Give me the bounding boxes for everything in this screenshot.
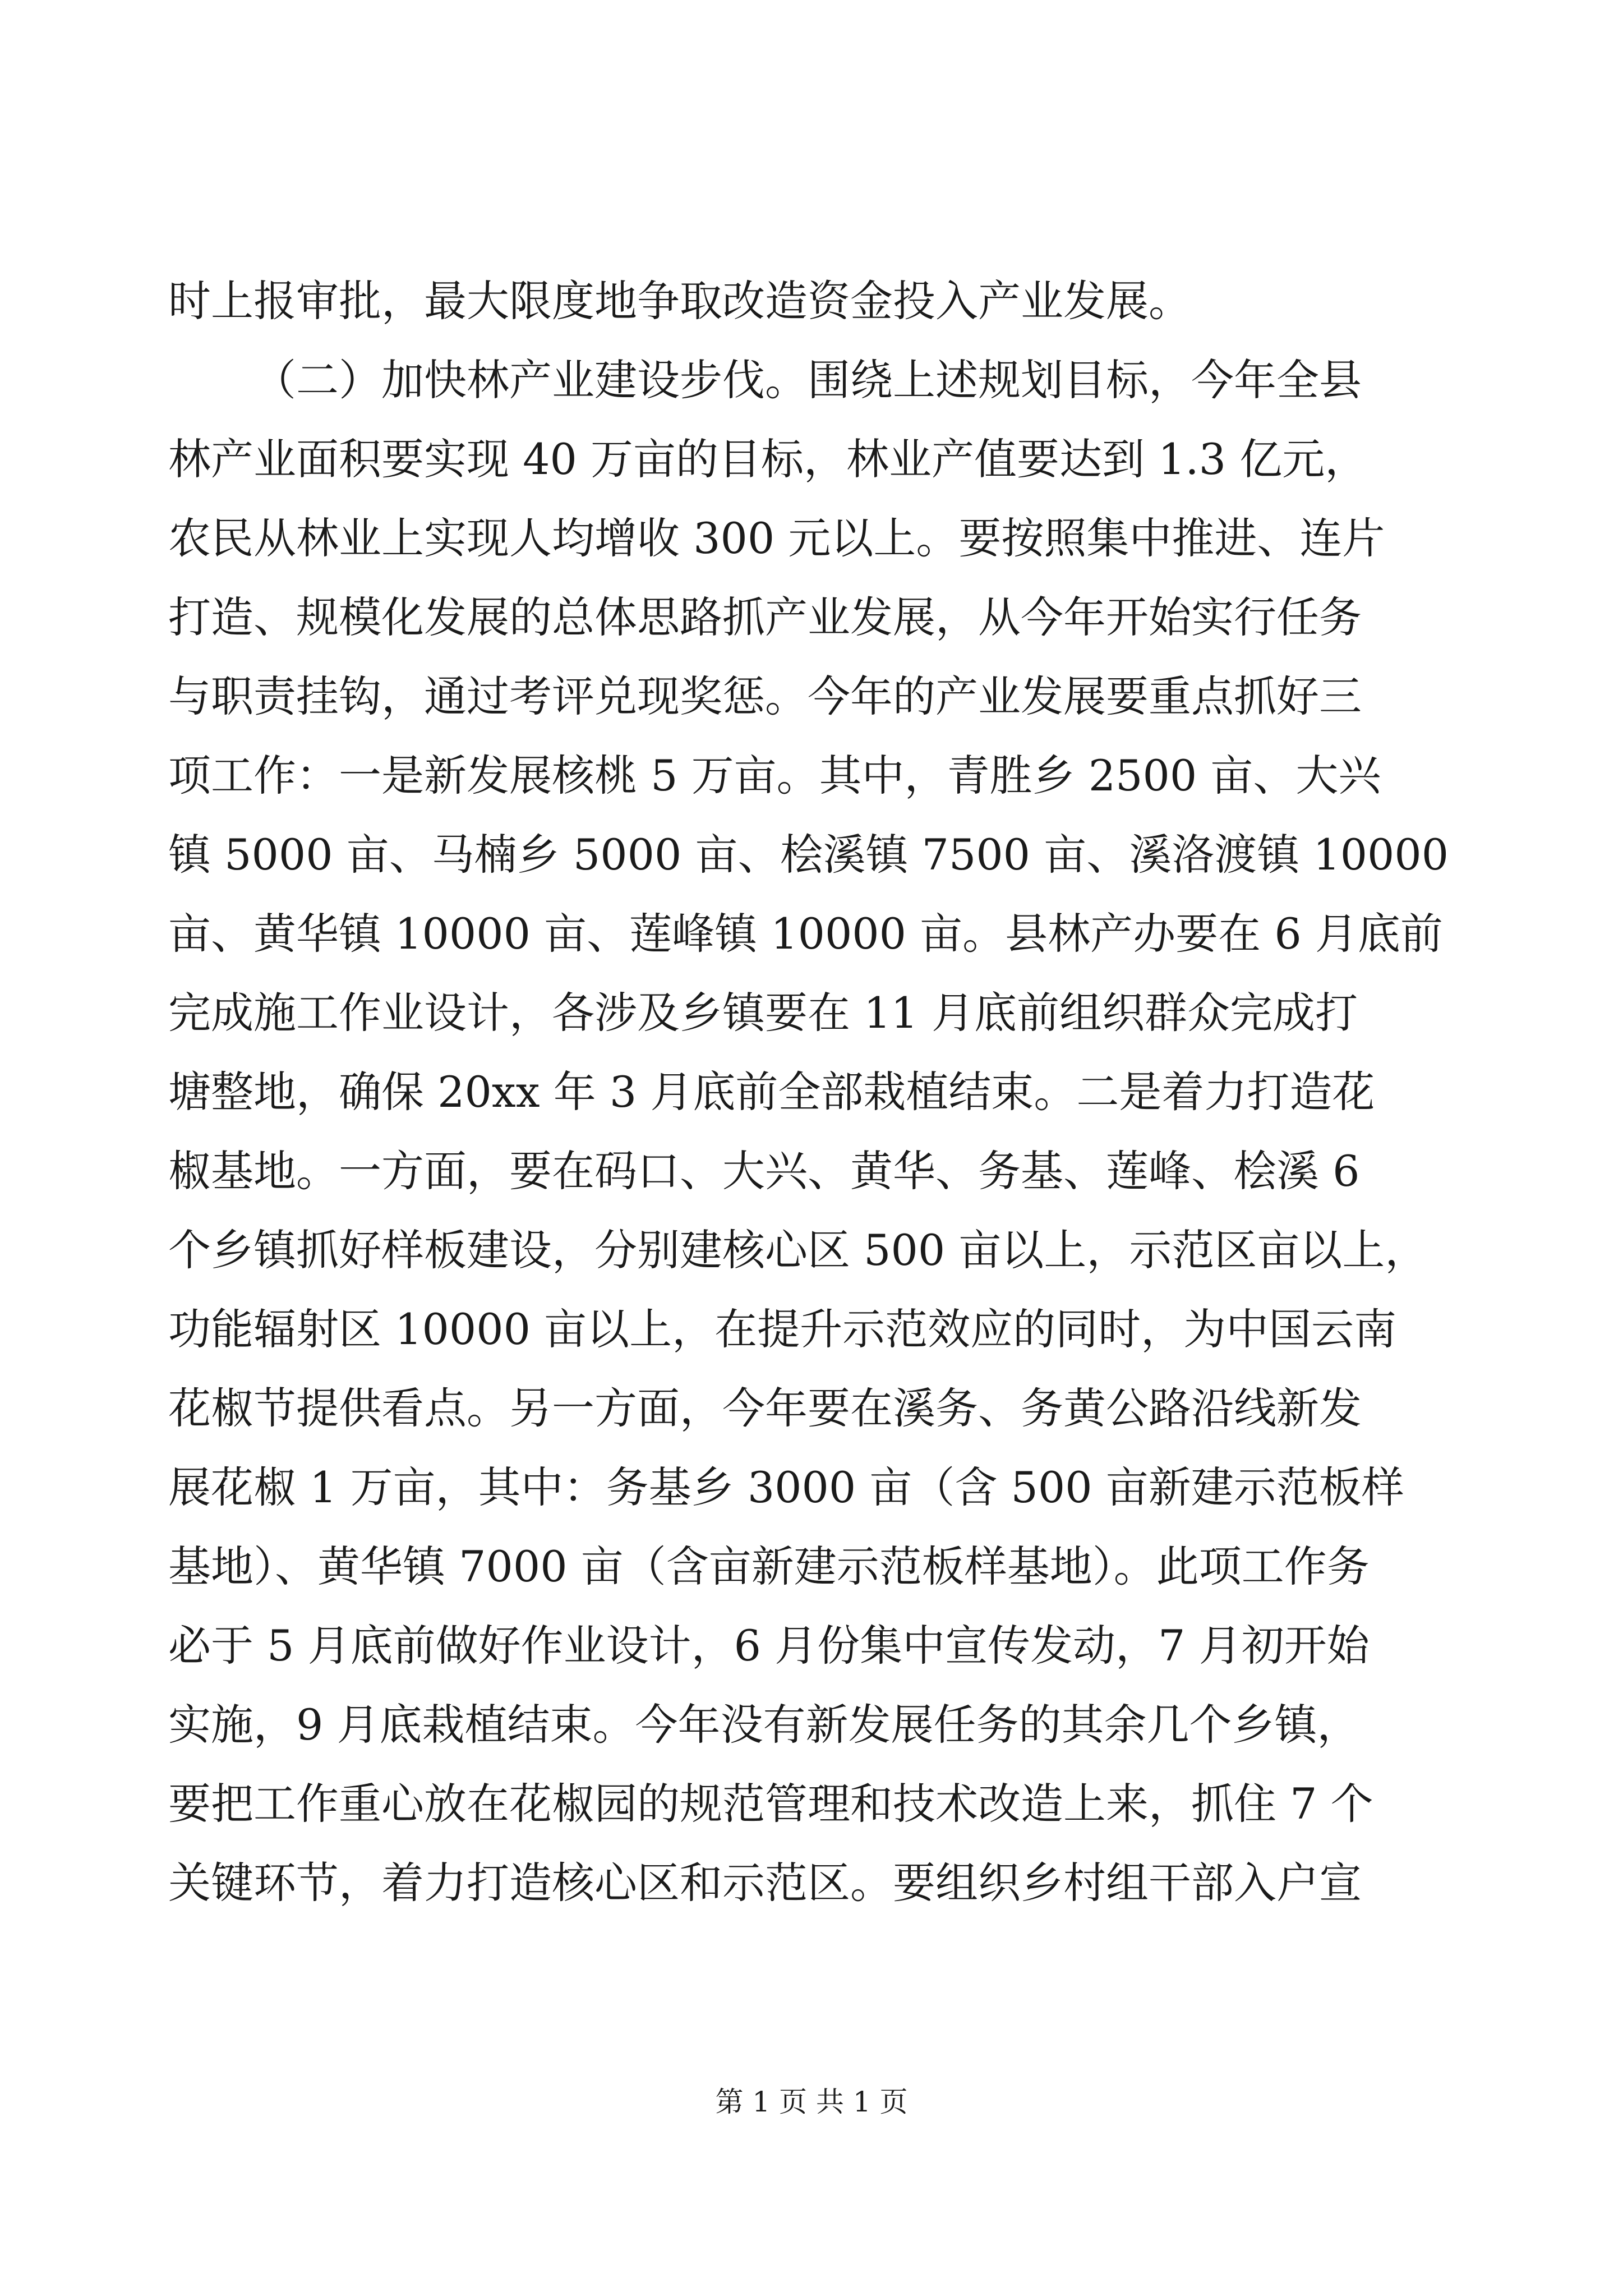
text-line: （二）加快林产业建设步伐。围绕上述规划目标，今年全县	[253, 355, 1362, 405]
text-line: 镇 5000 亩、马楠乡 5000 亩、桧溪镇 7500 亩、溪洛渡镇 10000	[168, 830, 1449, 880]
text-line: 基地）、黄华镇 7000 亩（含亩新建示范板样基地）。此项工作务	[168, 1542, 1370, 1591]
text-line: 实施，9 月底栽植结束。今年没有新发展任务的其余几个乡镇，	[168, 1700, 1360, 1750]
body-text	[168, 261, 1449, 1922]
text-line: 亩、黄华镇 10000 亩、莲峰镇 10000 亩。县林产办要在 6 月底前	[168, 909, 1443, 959]
text-line: 花椒节提供看点。另一方面，今年要在溪务、务黄公路沿线新发	[168, 1383, 1362, 1433]
text-line: 时上报审批，最大限度地争取改造资金投入产业发展。	[168, 276, 1191, 326]
text-line: 关键环节，着力打造核心区和示范区。要组织乡村组干部入户宣	[168, 1858, 1362, 1908]
page-number: 第 1 页 共 1 页	[715, 2086, 908, 2118]
text-line: 林产业面积要实现 40 万亩的目标，林业产值要达到 1.3 亿元，	[168, 434, 1368, 484]
text-line: 项工作：一是新发展核桃 5 万亩。其中，青胜乡 2500 亩、大兴	[168, 751, 1381, 800]
text-line: 与职责挂钩，通过考评兑现奖惩。今年的产业发展要重点抓好三	[168, 671, 1362, 721]
text-line: 塘整地，确保 20xx 年 3 月底前全部栽植结束。二是着力打造花	[168, 1067, 1375, 1117]
text-line: 农民从林业上实现人均增收 300 元以上。要按照集中推进、连片	[168, 513, 1385, 563]
text-line: 功能辐射区 10000 亩以上，在提升示范效应的同时，为中国云南	[168, 1304, 1397, 1354]
text-line: 展花椒 1 万亩，其中：务基乡 3000 亩（含 500 亩新建示范板样	[168, 1462, 1404, 1512]
text-line: 椒基地。一方面，要在码口、大兴、黄华、务基、莲峰、桧溪 6	[168, 1146, 1360, 1196]
text-line: 个乡镇抓好样板建设，分别建核心区 500 亩以上，示范区亩以上，	[168, 1225, 1428, 1275]
text-line: 必于 5 月底前做好作业设计，6 月份集中宣传发动，7 月初开始	[168, 1621, 1370, 1671]
page-footer	[0, 2082, 1623, 2122]
text-line: 要把工作重心放在花椒园的规范管理和技术改造上来，抓住 7 个	[168, 1779, 1373, 1829]
text-line: 完成施工作业设计，各涉及乡镇要在 11 月底前组织群众完成打	[168, 988, 1358, 1038]
text-line: 打造、规模化发展的总体思路抓产业发展，从今年开始实行任务	[168, 592, 1362, 642]
